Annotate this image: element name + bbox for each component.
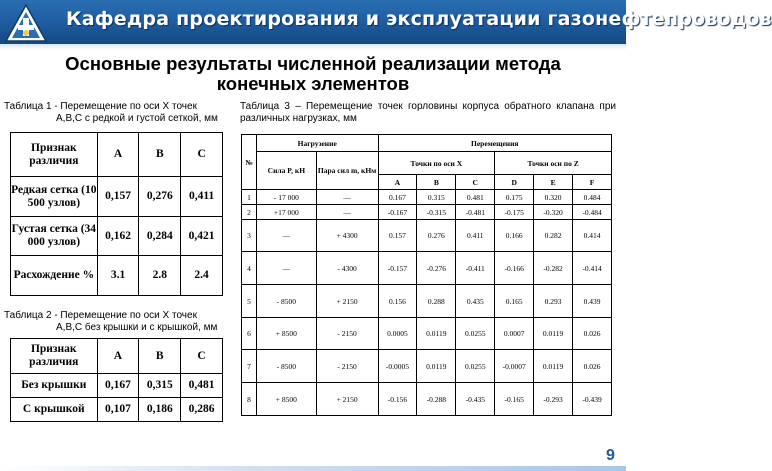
table3-cell: 7 [242,350,257,383]
table3-point-header: D [495,175,534,190]
table3-cell: -0.276 [417,252,456,285]
table3-cell: 0.0255 [456,350,495,383]
table3-cell: — [256,220,316,252]
table2-header-cell: A [97,339,139,374]
table1-cell: 3.1 [97,256,139,296]
table2-header-row [11,339,223,374]
table3-header-row [242,152,612,175]
table3-cell: 0.315 [417,190,456,205]
table3-cell: 8 [242,383,257,416]
table3-cell: 0.276 [417,220,456,252]
header-bar [0,0,772,44]
table-row [11,374,223,398]
table2-caption [4,310,236,334]
table-row [242,190,612,205]
table3-cell: - 8500 [256,350,316,383]
table3-cell: 0.0255 [456,318,495,350]
table3-cell: 1 [242,190,257,205]
table3-cell: 6 [242,318,257,350]
table3-cell: -0.282 [534,252,573,285]
table3-cell: -0.439 [573,383,612,416]
table3-cell: -0.166 [495,252,534,285]
table3-cell: -0.0007 [495,350,534,383]
table3-cell: 0.481 [456,190,495,205]
table1-cell: Редкая сетка (10 500 узлов) [11,177,98,217]
table-row [11,217,223,256]
table3-point-header: E [534,175,573,190]
table1-cell: Густая сетка (34 000 узлов) [11,217,98,256]
slide-title [30,54,596,94]
table3-cell: 0.166 [495,220,534,252]
table3-force-header: Сила P, кН [256,152,316,190]
table-row [242,285,612,318]
table3-cell: - 2150 [316,318,378,350]
table3-cell: -0.435 [456,383,495,416]
table3-cell: 5 [242,285,257,318]
table3-displacement-header: Перемещения [378,135,612,152]
table3-cell: 0.156 [378,285,417,318]
table3-cell: 0.411 [456,220,495,252]
table3-cell: 0.282 [534,220,573,252]
table1-header-cell: A [97,133,139,177]
header-divider [0,44,626,50]
table3-cell: - 2150 [316,350,378,383]
table3-cell: — [316,190,378,205]
table1-header-cell: B [139,133,181,177]
table2-cell: 0,481 [181,374,223,398]
table3-caption: Таблица 3 – Перемещение точек горловины корпуса обратного клапана при различных нагрузках, мм [240,101,616,124]
table3-cell: -0.315 [417,205,456,220]
table2-cell: 0,167 [97,374,139,398]
table2-caption-tail: A,B,C без крышки и с крышкой, мм [56,322,218,333]
table2-cell: 0,315 [139,374,181,398]
table-row [242,318,612,350]
slide-page-number: 9 [606,447,615,464]
table3-header-row [242,135,612,152]
table3-cell: — [256,252,316,285]
table3-cell: 0.165 [495,285,534,318]
table2-caption-lead: Таблица 2 - Перемещение по оси X точек [4,310,197,321]
table3-cell: -0.156 [378,383,417,416]
table3-cell: 0.0005 [378,318,417,350]
table3-cell: 0.293 [534,285,573,318]
table3-point-header: F [573,175,612,190]
table3-cell: 0.0119 [417,318,456,350]
table3-cell: +17 000 [256,205,316,220]
table1-caption-lead: Таблица 1 - Перемещение по оси X точек [4,101,197,112]
table1-caption [4,101,236,125]
table1-cell: 0,411 [181,177,223,217]
table3-cell: - 8500 [256,285,316,318]
table3-z-points-header: Точки оси по Z [495,152,612,175]
table3-cell: 0.026 [573,350,612,383]
table-row [11,256,223,296]
table3-cell: 2 [242,205,257,220]
table3-point-header: A [378,175,417,190]
table-row [11,398,223,422]
table2-header-cell: Признак различия [11,339,98,374]
table3-load-header: Нагрузение [256,135,378,152]
table3-cell: -0.411 [456,252,495,285]
table3-cell: -0.414 [573,252,612,285]
table2-cell: Без крышки [11,374,98,398]
table3-cell: + 4300 [316,220,378,252]
table3-cell: + 8500 [256,383,316,416]
slide-title-line-2: конечных элементов [216,73,410,94]
footer-divider [0,466,626,471]
table1-cell: 2.8 [139,256,181,296]
table3-cell: -0.157 [378,252,417,285]
table3-cell: -0.288 [417,383,456,416]
table1-caption-tail: A,B,C с редкой и густой сеткой, мм [56,113,218,124]
table1-cell: Расхождение % [11,256,98,296]
table-row [242,205,612,220]
table3-cell: 0.288 [417,285,456,318]
table3-cell: + 2150 [316,383,378,416]
table1-header-cell: Признак различия [11,133,98,177]
table3-cell: -0.165 [495,383,534,416]
table3-cell: 0.175 [495,190,534,205]
table3-cell: - 17 000 [256,190,316,205]
table-row [242,252,612,285]
table3-cell: 0.320 [534,190,573,205]
table3-cell: 0.435 [456,285,495,318]
table2-header-cell: C [181,339,223,374]
department-title: Кафедра проектирования и эксплуатации газонефтепроводов [66,8,772,30]
slide-title-line-1: Основные результаты численной реализации метода [65,53,561,74]
department-emblem-icon [4,3,48,43]
table3-cell: -0.167 [378,205,417,220]
table3-cell: -0.484 [573,205,612,220]
table3-cell: -0.320 [534,205,573,220]
table3-point-header: B [417,175,456,190]
table3-cell: + 2150 [316,285,378,318]
table1-header-cell: C [181,133,223,177]
table1-cell: 0,284 [139,217,181,256]
table3-x-points-header: Точки по оси X [378,152,495,175]
table1-cell: 2.4 [181,256,223,296]
table3-moment-header: Пара сил m, кНм [316,152,378,190]
table3-cell: 0.439 [573,285,612,318]
table-row [11,177,223,217]
table3-cell: 0.167 [378,190,417,205]
table-row [242,220,612,252]
table3-cell: + 8500 [256,318,316,350]
table3-number-header: № [242,135,257,190]
table3-cell: - 4300 [316,252,378,285]
table1-sharp-vs-dense-mesh [10,132,223,296]
table3-cell: -0.293 [534,383,573,416]
table3-cell: 0.0007 [495,318,534,350]
table3-cell: 0.026 [573,318,612,350]
table2-cell: 0,286 [181,398,223,422]
table1-cell: 0,157 [97,177,139,217]
table3-cell: 0.484 [573,190,612,205]
table2-cell: С крышкой [11,398,98,422]
table2-header-cell: B [139,339,181,374]
table1-cell: 0,162 [97,217,139,256]
table3-cell: 3 [242,220,257,252]
table2-cell: 0,186 [139,398,181,422]
table3-cell: -0.175 [495,205,534,220]
table3-valve-neck-displacements [241,134,612,416]
table3-cell: 0.0119 [417,350,456,383]
table3-cell: -0.481 [456,205,495,220]
table1-cell: 0,421 [181,217,223,256]
table1-cell: 0,276 [139,177,181,217]
table3-cell: 0.157 [378,220,417,252]
table-row [242,383,612,416]
table3-cell: — [316,205,378,220]
table-row [242,350,612,383]
table3-cell: 0.0119 [534,350,573,383]
table1-header-row [11,133,223,177]
table2-cell: 0,107 [97,398,139,422]
table2-with-without-cover [10,338,223,422]
table3-cell: 0.0119 [534,318,573,350]
table3-cell: 4 [242,252,257,285]
table3-cell: 0.414 [573,220,612,252]
table3-cell: -0.0005 [378,350,417,383]
table3-point-header: C [456,175,495,190]
